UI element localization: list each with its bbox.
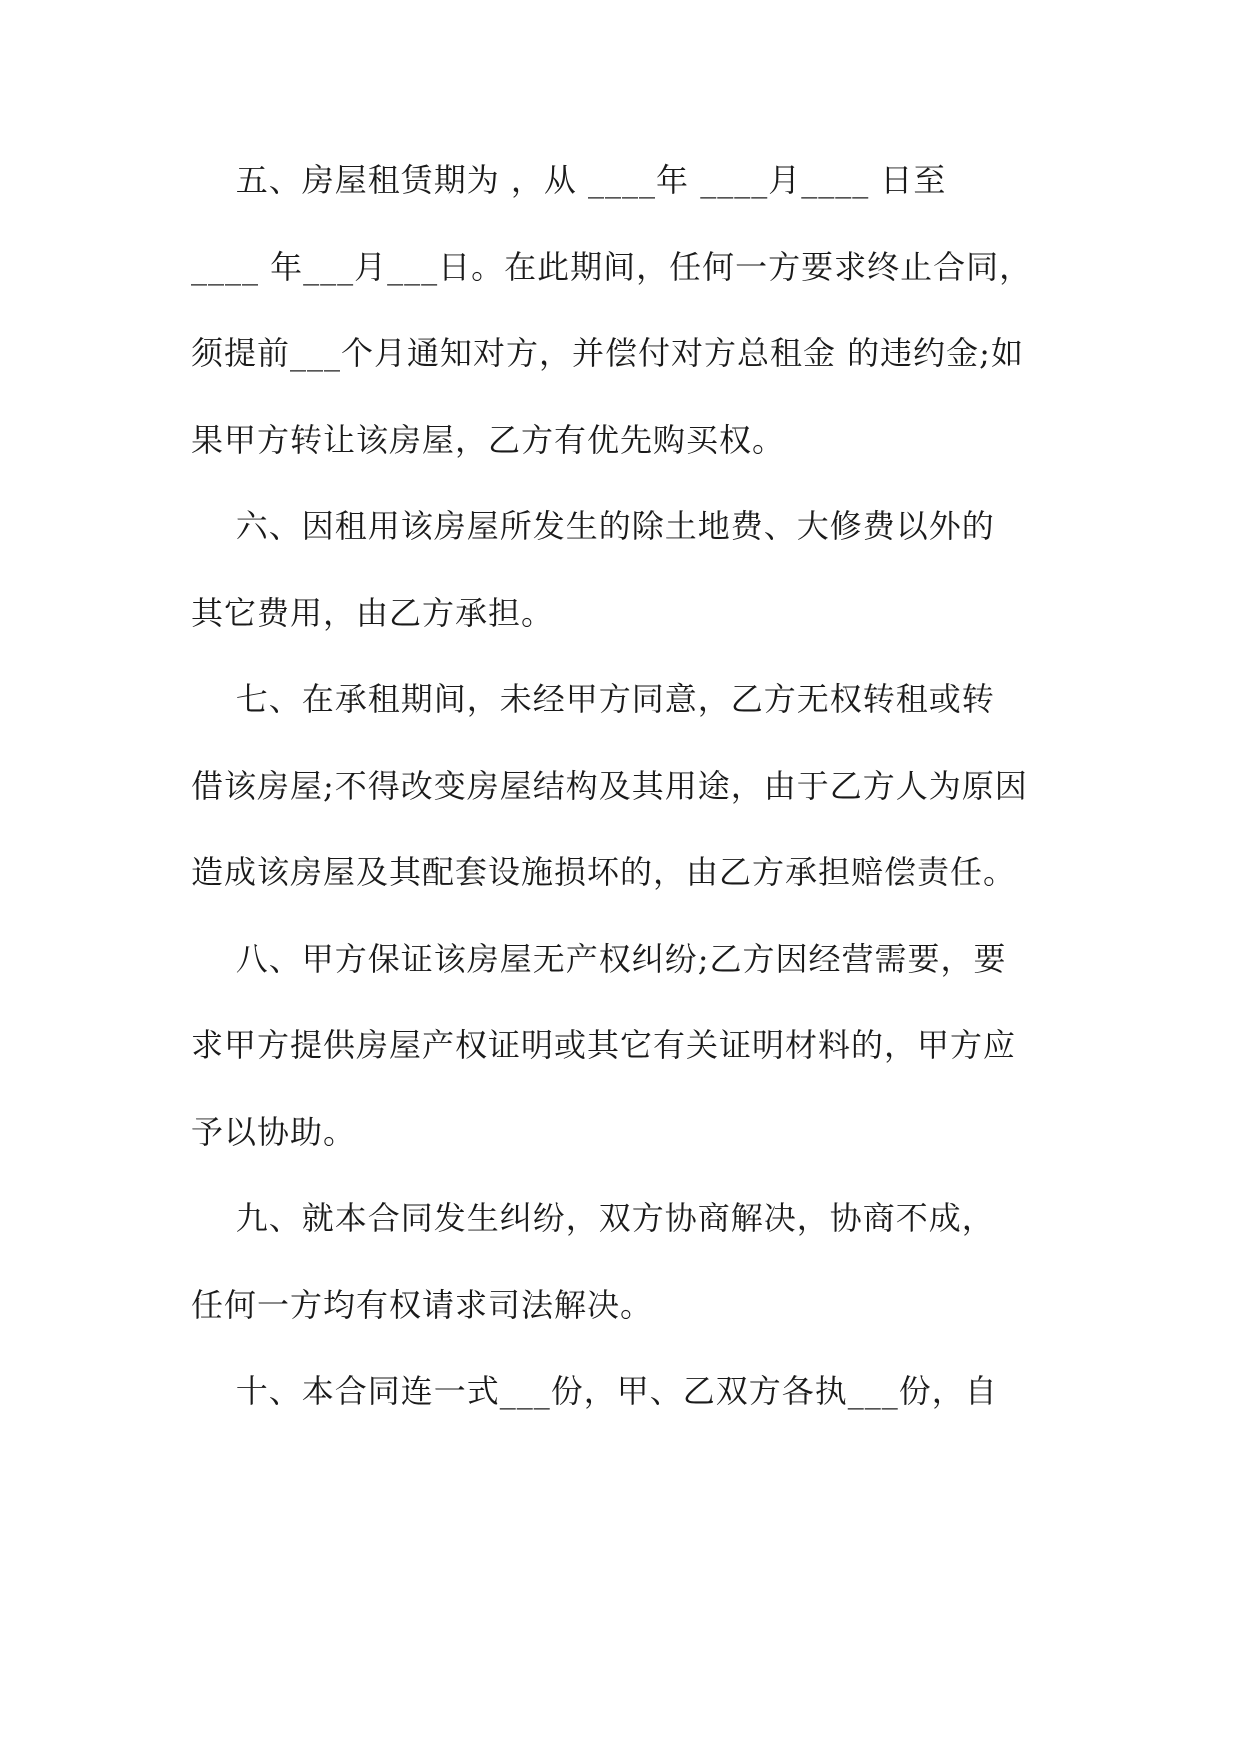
clause-7-line-1: 七、在承租期间，未经甲方同意，乙方无权转租或转 xyxy=(191,680,995,718)
clause-9-line-2: 任何一方均有权请求司法解决。 xyxy=(191,1286,654,1324)
clause-5-line-1: 五、房屋租赁期为 ，从 ____年 ____月____ 日至 xyxy=(191,161,947,199)
clause-5-line-3: 须提前___个月通知对方，并偿付对方总租金 的违约金;如 xyxy=(191,334,1024,372)
clause-5-line-2: ____ 年___月___日。在此期间，任何一方要求终止合同， xyxy=(191,248,1033,286)
clause-5-line-4: 果甲方转让该房屋，乙方有优先购买权。 xyxy=(191,421,786,459)
clause-7-line-3: 造成该房屋及其配套设施损坏的，由乙方承担赔偿责任。 xyxy=(191,853,1017,891)
clause-9-line-1: 九、就本合同发生纠纷，双方协商解决，协商不成， xyxy=(191,1199,995,1237)
clause-7-line-2: 借该房屋;不得改变房屋结构及其用途，由于乙方人为原因 xyxy=(191,767,1028,805)
clause-6-line-2: 其它费用，由乙方承担。 xyxy=(191,594,555,632)
clause-6-line-1: 六、因租用该房屋所发生的除土地费、大修费以外的 xyxy=(191,507,995,545)
clause-10-line-1: 十、本合同连一式___份，甲、乙双方各执___份，自 xyxy=(191,1372,998,1410)
clause-8-line-1: 八、甲方保证该房屋无产权纠纷;乙方因经营需要，要 xyxy=(191,940,1007,978)
clause-8-line-3: 予以协助。 xyxy=(191,1113,357,1151)
clause-8-line-2: 求甲方提供房屋产权证明或其它有关证明材料的，甲方应 xyxy=(191,1026,1017,1064)
